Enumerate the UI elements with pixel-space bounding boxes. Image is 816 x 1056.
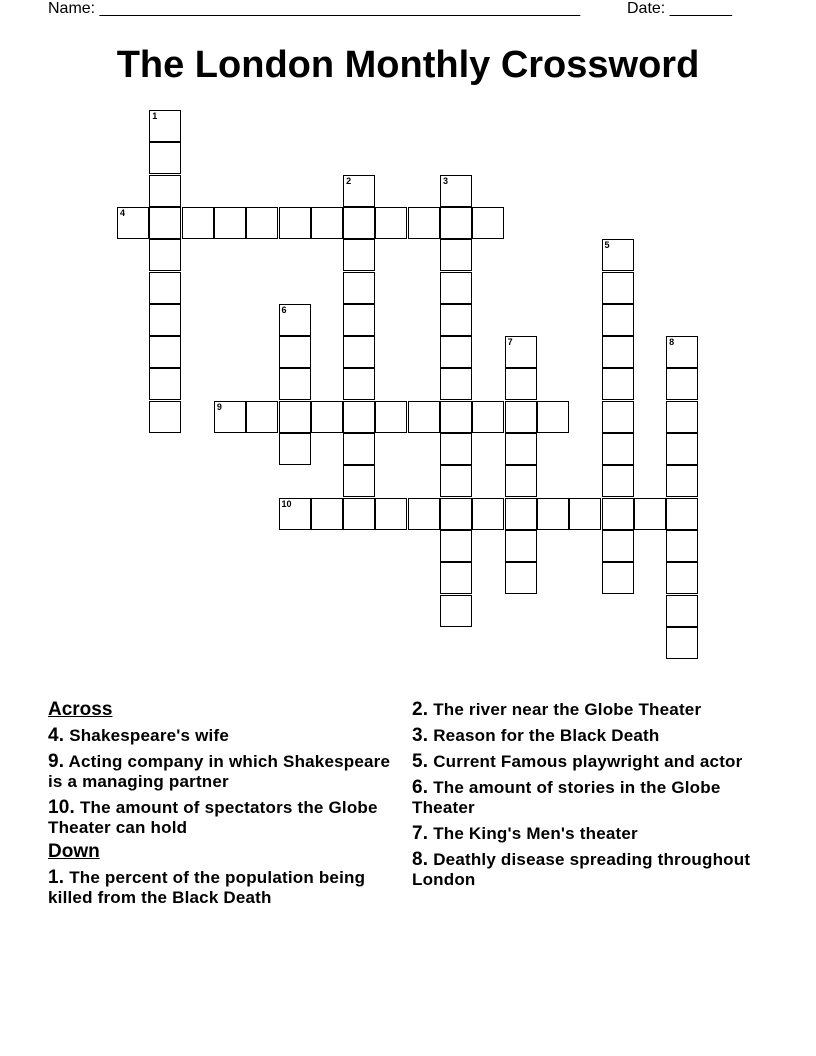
grid-cell[interactable] bbox=[505, 530, 537, 562]
grid-cell[interactable] bbox=[279, 207, 311, 239]
grid-cell[interactable] bbox=[505, 465, 537, 497]
grid-cell[interactable] bbox=[149, 110, 181, 142]
clue-down-8: 8. Deathly disease spreading throughout London bbox=[412, 849, 751, 889]
grid-cell[interactable] bbox=[149, 401, 181, 433]
grid-cell[interactable] bbox=[408, 207, 440, 239]
name-field[interactable]: Name: ______________________________________________________ bbox=[48, 0, 581, 17]
grid-cell[interactable] bbox=[666, 336, 698, 368]
grid-cell[interactable] bbox=[182, 207, 214, 239]
grid-cell[interactable] bbox=[602, 465, 634, 497]
grid-cell[interactable] bbox=[602, 498, 634, 530]
clue-number: 7 bbox=[507, 337, 513, 348]
grid-cell[interactable] bbox=[149, 175, 181, 207]
clue-down-1: 1. The percent of the population being killed from the Black Death bbox=[48, 867, 366, 907]
grid-cell[interactable] bbox=[666, 498, 698, 530]
grid-cell[interactable] bbox=[279, 498, 311, 530]
grid-cell[interactable] bbox=[666, 595, 698, 627]
page-title: The London Monthly Crossword bbox=[116, 44, 700, 86]
grid-cell[interactable] bbox=[440, 401, 472, 433]
date-field[interactable]: Date: _______ bbox=[627, 0, 732, 17]
grid-cell[interactable] bbox=[440, 433, 472, 465]
grid-cell[interactable] bbox=[666, 433, 698, 465]
grid-cell[interactable] bbox=[440, 272, 472, 304]
grid-cell[interactable] bbox=[440, 368, 472, 400]
grid-cell[interactable] bbox=[440, 465, 472, 497]
grid-cell[interactable] bbox=[279, 336, 311, 368]
clue-across-9: 9. Acting company in which Shakespeare is a managing partner bbox=[48, 751, 391, 791]
grid-cell[interactable] bbox=[279, 433, 311, 465]
grid-cell[interactable] bbox=[602, 239, 634, 271]
grid-cell[interactable] bbox=[537, 498, 569, 530]
down-heading: Down bbox=[48, 841, 100, 862]
grid-cell[interactable] bbox=[602, 336, 634, 368]
grid-cell[interactable] bbox=[472, 498, 504, 530]
grid-cell[interactable] bbox=[311, 498, 343, 530]
grid-cell[interactable] bbox=[343, 207, 375, 239]
grid-cell[interactable] bbox=[634, 498, 666, 530]
grid-cell[interactable] bbox=[311, 401, 343, 433]
grid-cell[interactable] bbox=[472, 207, 504, 239]
grid-cell[interactable] bbox=[279, 368, 311, 400]
clue-down-3: 3. Reason for the Black Death bbox=[412, 725, 660, 746]
clue-number: 2 bbox=[346, 175, 352, 186]
grid-cell[interactable] bbox=[214, 401, 246, 433]
clues-left-column bbox=[48, 700, 404, 908]
grid-cell[interactable] bbox=[440, 562, 472, 594]
grid-cell[interactable] bbox=[343, 272, 375, 304]
grid-cell[interactable] bbox=[246, 401, 278, 433]
grid-cell[interactable] bbox=[602, 401, 634, 433]
grid-cell[interactable] bbox=[440, 175, 472, 207]
grid-cell[interactable] bbox=[602, 272, 634, 304]
grid-cell[interactable] bbox=[408, 498, 440, 530]
clue-number: 10 bbox=[281, 498, 292, 509]
grid-cell[interactable] bbox=[505, 433, 537, 465]
grid-cell[interactable] bbox=[149, 368, 181, 400]
grid-cell[interactable] bbox=[375, 401, 407, 433]
grid-cell[interactable] bbox=[343, 239, 375, 271]
grid-cell[interactable] bbox=[279, 304, 311, 336]
grid-cell[interactable] bbox=[505, 498, 537, 530]
grid-cell[interactable] bbox=[602, 433, 634, 465]
grid-cell[interactable] bbox=[440, 304, 472, 336]
grid-cell[interactable] bbox=[505, 562, 537, 594]
grid-cell[interactable] bbox=[505, 368, 537, 400]
grid-cell[interactable] bbox=[375, 498, 407, 530]
grid-cell[interactable] bbox=[311, 207, 343, 239]
grid-cell[interactable] bbox=[666, 368, 698, 400]
grid-cell[interactable] bbox=[343, 175, 375, 207]
grid-cell[interactable] bbox=[440, 336, 472, 368]
grid-cell[interactable] bbox=[569, 498, 601, 530]
grid-cell[interactable] bbox=[440, 530, 472, 562]
grid-cell[interactable] bbox=[149, 336, 181, 368]
clue-across-4: 4. Shakespeare's wife bbox=[48, 725, 229, 746]
grid-cell[interactable] bbox=[440, 498, 472, 530]
grid-cell[interactable] bbox=[666, 562, 698, 594]
grid-cell[interactable] bbox=[440, 595, 472, 627]
grid-cell[interactable] bbox=[149, 272, 181, 304]
clue-number: 8 bbox=[669, 337, 675, 348]
clue-number: 1 bbox=[152, 111, 158, 121]
grid-cell[interactable] bbox=[149, 304, 181, 336]
grid-cell[interactable] bbox=[666, 530, 698, 562]
grid-cell[interactable] bbox=[149, 207, 181, 239]
clues-right-column bbox=[412, 700, 762, 890]
grid-cell[interactable] bbox=[279, 401, 311, 433]
clue-down-5: 5. Current Famous playwright and actor bbox=[412, 751, 743, 772]
grid-cell[interactable] bbox=[343, 336, 375, 368]
grid-cell[interactable] bbox=[666, 627, 698, 659]
across-heading: Across bbox=[48, 699, 113, 720]
clue-across-10: 10. The amount of spectators the Globe Theater can hold bbox=[48, 797, 378, 837]
clue-down-6: 6. The amount of stories in the Globe Theater bbox=[412, 777, 721, 817]
clue-down-2: 2. The river near the Globe Theater bbox=[412, 699, 702, 720]
grid-cell[interactable] bbox=[149, 142, 181, 174]
grid-cell[interactable] bbox=[375, 207, 407, 239]
grid-cell[interactable] bbox=[440, 239, 472, 271]
grid-cell[interactable] bbox=[505, 336, 537, 368]
grid-cell[interactable] bbox=[343, 304, 375, 336]
grid-cell[interactable] bbox=[343, 498, 375, 530]
grid-cell[interactable] bbox=[666, 465, 698, 497]
clue-number: 6 bbox=[281, 304, 287, 315]
grid-cell[interactable] bbox=[246, 207, 278, 239]
grid-cell[interactable] bbox=[440, 207, 472, 239]
grid-cell[interactable] bbox=[537, 401, 569, 433]
clue-number: 5 bbox=[604, 240, 610, 251]
clue-number: 9 bbox=[216, 401, 222, 412]
grid-cell[interactable] bbox=[602, 304, 634, 336]
grid-cell[interactable] bbox=[214, 207, 246, 239]
grid-cell[interactable] bbox=[343, 465, 375, 497]
grid-cell[interactable] bbox=[408, 401, 440, 433]
grid-cell[interactable] bbox=[117, 207, 149, 239]
grid-cell[interactable] bbox=[602, 562, 634, 594]
grid-cell[interactable] bbox=[343, 401, 375, 433]
grid-cell[interactable] bbox=[472, 401, 504, 433]
grid-cell[interactable] bbox=[666, 401, 698, 433]
grid-cell[interactable] bbox=[343, 433, 375, 465]
clue-number: 3 bbox=[443, 175, 449, 186]
clue-number: 4 bbox=[120, 207, 126, 218]
grid-cell[interactable] bbox=[602, 368, 634, 400]
grid-cell[interactable] bbox=[149, 239, 181, 271]
grid-cell[interactable] bbox=[505, 401, 537, 433]
grid-cell[interactable] bbox=[343, 368, 375, 400]
grid-cell[interactable] bbox=[602, 530, 634, 562]
clue-down-7: 7. The King's Men's theater bbox=[412, 823, 638, 844]
